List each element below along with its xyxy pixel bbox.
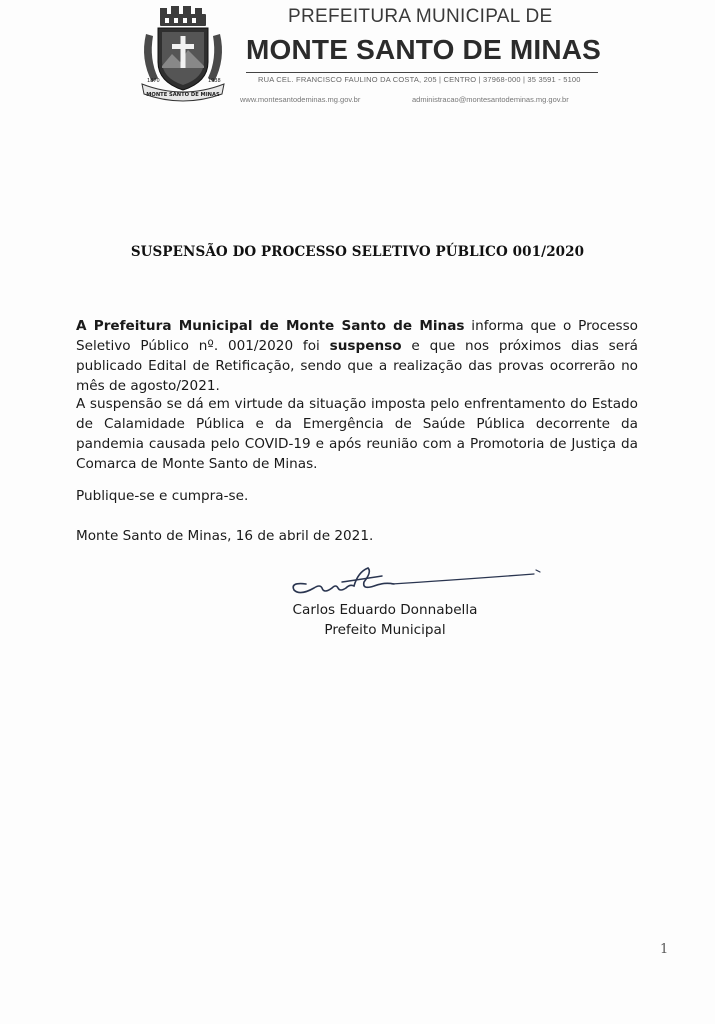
svg-text:1870: 1870 (147, 78, 160, 84)
letterhead-address: RUA CEL. FRANCISCO FAULINO DA COSTA, 205 | CENTRO | 37968-000 | 35 3591 - 5100 (258, 75, 581, 84)
signature-block (270, 600, 500, 640)
signer-role: Prefeito Municipal (324, 622, 446, 638)
letterhead-title-line2: MONTE SANTO DE MINAS (246, 34, 602, 65)
letterhead-divider (246, 72, 598, 73)
paragraph-lead-bold: A Prefeitura Municipal de Monte Santo de Minas (76, 318, 465, 334)
paragraph-announcement (76, 316, 638, 396)
signer-name: Carlos Eduardo Donnabella (292, 602, 478, 618)
letterhead-website: www.montesantodeminas.mg.gov.br (240, 95, 361, 104)
document-title: SUSPENSÃO DO PROCESSO SELETIVO PÚBLICO 001/2020 (130, 244, 585, 260)
handwritten-signature-icon (284, 562, 554, 602)
paragraph-publish: Publique-se e cumpra-se. (76, 488, 249, 504)
paragraph-reason: A suspensão se dá em virtude da situação imposta pelo enfrentamento do Estado de Calamidade Pública e da Emergência de Saúde Pública decorrente da pandemia causada pelo COVID-19 e após reunião com a Promotoria de Justiça da Comarca de Monte Santo de Minas. (76, 396, 638, 472)
paragraph-text-a: informa que o Processo Seletivo Público nº. 001/2020 foi (76, 318, 638, 354)
letterhead-email: administracao@montesantodeminas.mg.gov.br (412, 95, 569, 104)
page-number: 1 (660, 942, 669, 957)
date-line: Monte Santo de Minas, 16 de abril de 2021. (76, 528, 374, 544)
paragraph-text-b: e que nos próximos dias será publicado Edital de Retificação, sendo que a realização das provas ocorrerão no mês de agosto/2021. (76, 338, 638, 394)
paragraph-bold-word: suspenso (329, 338, 402, 354)
svg-text:MONTE SANTO DE MINAS: MONTE SANTO DE MINAS (146, 92, 220, 98)
municipal-crest-icon (138, 4, 228, 104)
svg-text:1938: 1938 (208, 78, 221, 84)
letterhead-title-line1: PREFEITURA MUNICIPAL DE (288, 6, 553, 27)
